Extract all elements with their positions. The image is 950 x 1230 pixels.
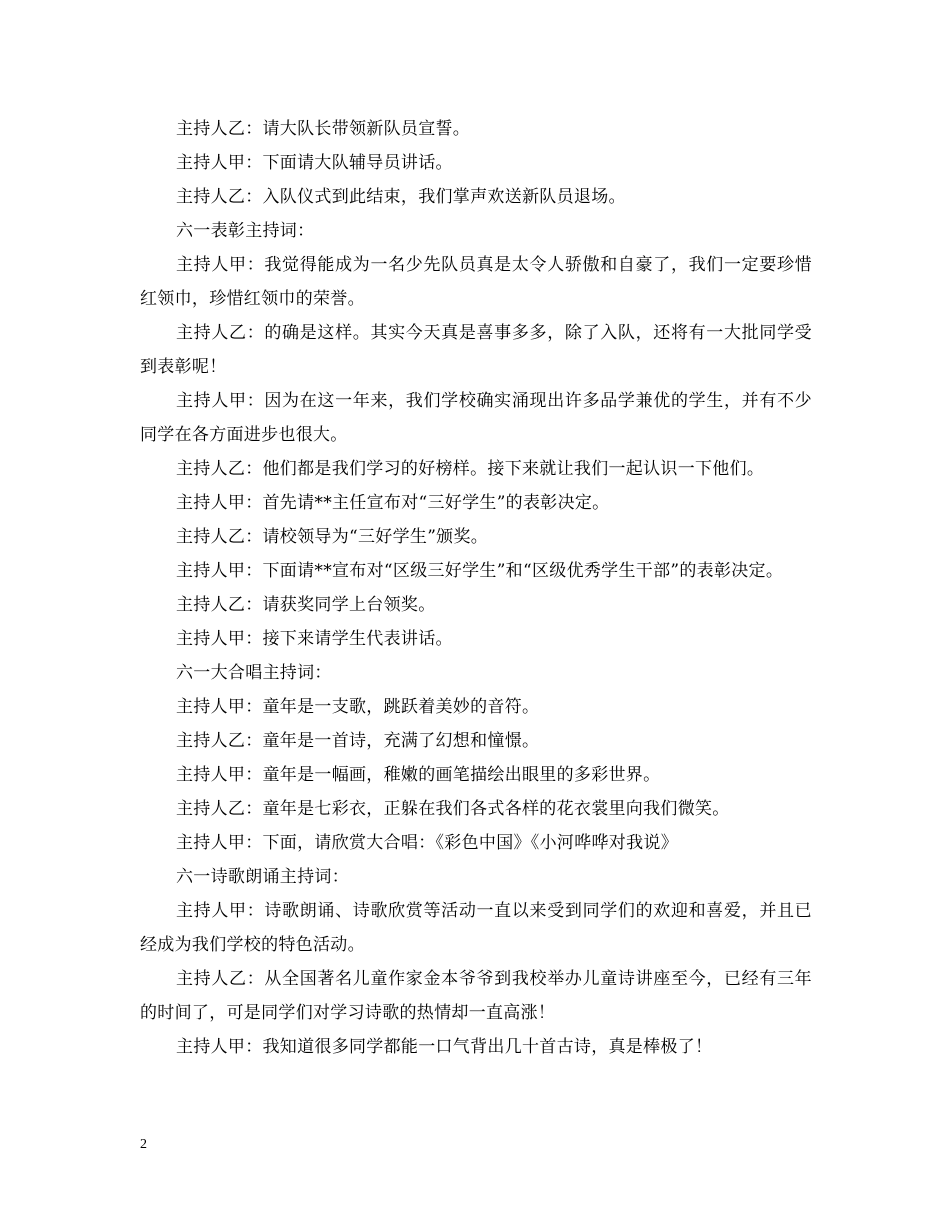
paragraph: 主持人甲：下面请大队辅导员讲话。 — [176, 153, 453, 173]
paragraph: 主持人甲：诗歌朗诵、诗歌欣赏等活动一直以来受到同学们的欢迎和喜爱，并且已经成为我们学校的特色活动。 — [140, 901, 812, 955]
paragraph: 主持人甲：首先请**主任宣布对“三好学生”的表彰决定。 — [176, 493, 610, 513]
paragraph: 主持人乙：的确是这样。其实今天真是喜事多多，除了入队，还将有一大批同学受到表彰呢！ — [140, 323, 812, 377]
paragraph: 主持人甲：我知道很多同学都能一口气背出几十首古诗，真是棒极了！ — [176, 1037, 713, 1057]
paragraph: 主持人甲：童年是一支歌，跳跃着美妙的音符。 — [176, 697, 540, 717]
paragraph: 主持人甲：下面，请欣赏大合唱：《彩色中国》《小河哗哗对我说》 — [176, 833, 678, 853]
paragraph: 主持人乙：请校领导为“三好学生”颁奖。 — [176, 527, 489, 547]
paragraph: 主持人乙：童年是一首诗，充满了幻想和憧憬。 — [176, 731, 540, 751]
paragraph: 主持人乙：请大队长带领新队员宣誓。 — [176, 119, 471, 139]
document-body — [140, 112, 812, 1064]
paragraph: 主持人甲：我觉得能成为一名少先队员真是太令人骄傲和自豪了，我们一定要珍惜红领巾，珍惜红领巾的荣誉。 — [140, 255, 812, 309]
section-heading: 六一大合唱主持词： — [176, 663, 332, 683]
section-heading: 六一表彰主持词： — [176, 221, 315, 241]
paragraph: 主持人乙：请获奖同学上台领奖。 — [176, 595, 436, 615]
section-heading: 六一诗歌朗诵主持词： — [176, 867, 349, 887]
paragraph: 主持人甲：下面请**宣布对“区级三好学生”和“区级优秀学生干部”的表彰决定。 — [176, 561, 784, 581]
paragraph: 主持人乙：童年是七彩衣，正躲在我们各式各样的花衣裳里向我们微笑。 — [176, 799, 730, 819]
paragraph: 主持人乙：入队仪式到此结束，我们掌声欢送新队员退场。 — [176, 187, 626, 207]
paragraph: 主持人甲：接下来请学生代表讲话。 — [176, 629, 453, 649]
page-number: 2 — [140, 1137, 147, 1152]
paragraph: 主持人甲：童年是一幅画，稚嫩的画笔描绘出眼里的多彩世界。 — [176, 765, 661, 785]
paragraph: 主持人甲：因为在这一年来，我们学校确实涌现出许多品学兼优的学生，并有不少同学在各方面进步也很大。 — [140, 391, 812, 445]
paragraph: 主持人乙：从全国著名儿童作家金本爷爷到我校举办儿童诗讲座至今，已经有三年的时间了，可是同学们对学习诗歌的热情却一直高涨！ — [140, 969, 812, 1023]
paragraph: 主持人乙：他们都是我们学习的好榜样。接下来就让我们一起认识一下他们。 — [176, 459, 765, 479]
